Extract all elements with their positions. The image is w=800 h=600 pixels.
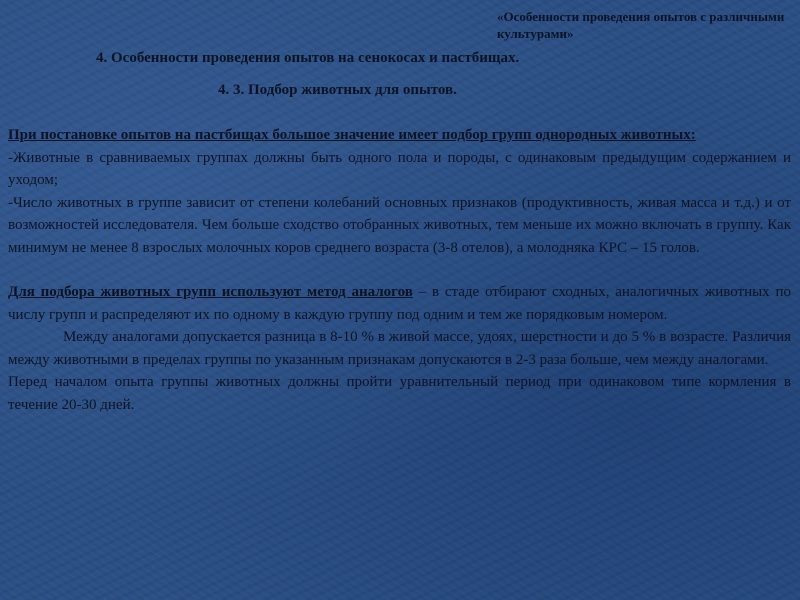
topic-title: «Особенности проведения опытов с различными культурами» <box>497 9 785 41</box>
method-bold-text: Для подбора животных групп используют метод аналогов <box>8 284 413 300</box>
point-2: -Число животных в группе зависит от степени колебаний основных признаков (продуктивность, живая масса и т.д.) и от возможностей исследователя. Чем больше сходство отобранных животных, тем меньше их можно включать в группу. Как минимум не менее 8 взрослых молочных коров среднего возраста (3-8 отелов), а молодняка КРС – 15 голов. <box>8 194 791 256</box>
method-paragraph <box>8 281 791 326</box>
period-paragraph: Перед началом опыта группы животных должны пройти уравнительный период при одинаковом типе кормления в течение 20-30 дней. <box>8 374 791 413</box>
method-text: – в стаде отбирают сходных, аналогичных животных по числу групп и распределяют их по одному в каждую группу под одним и тем же порядковым номером. <box>8 284 791 323</box>
section-title: 4. Особенности проведения опытов на сенокосах и пастбищах. <box>96 50 520 66</box>
paragraph-gap <box>8 259 791 281</box>
intro-paragraph <box>8 124 791 147</box>
point-1: -Животные в сравниваемых группах должны быть одного пола и породы, с одинаковым предыдущим содержанием и уходом; <box>8 149 791 188</box>
analogs-paragraph: Между аналогами допускается разница в 8-10 % в живой массе, удоях, шерстности и до 5 % в возрасте. Различия между животными в пределах группы по указанным признакам допускаются в 2-3 раза больше, чем между аналогами. <box>8 329 791 368</box>
subsection-title: 4. 3. Подбор животных для опытов. <box>218 82 457 98</box>
slide-body <box>8 124 791 416</box>
intro-bold-text: При постановке опытов на пастбищах большое значение имеет подбор групп однородных животных: <box>8 127 696 143</box>
